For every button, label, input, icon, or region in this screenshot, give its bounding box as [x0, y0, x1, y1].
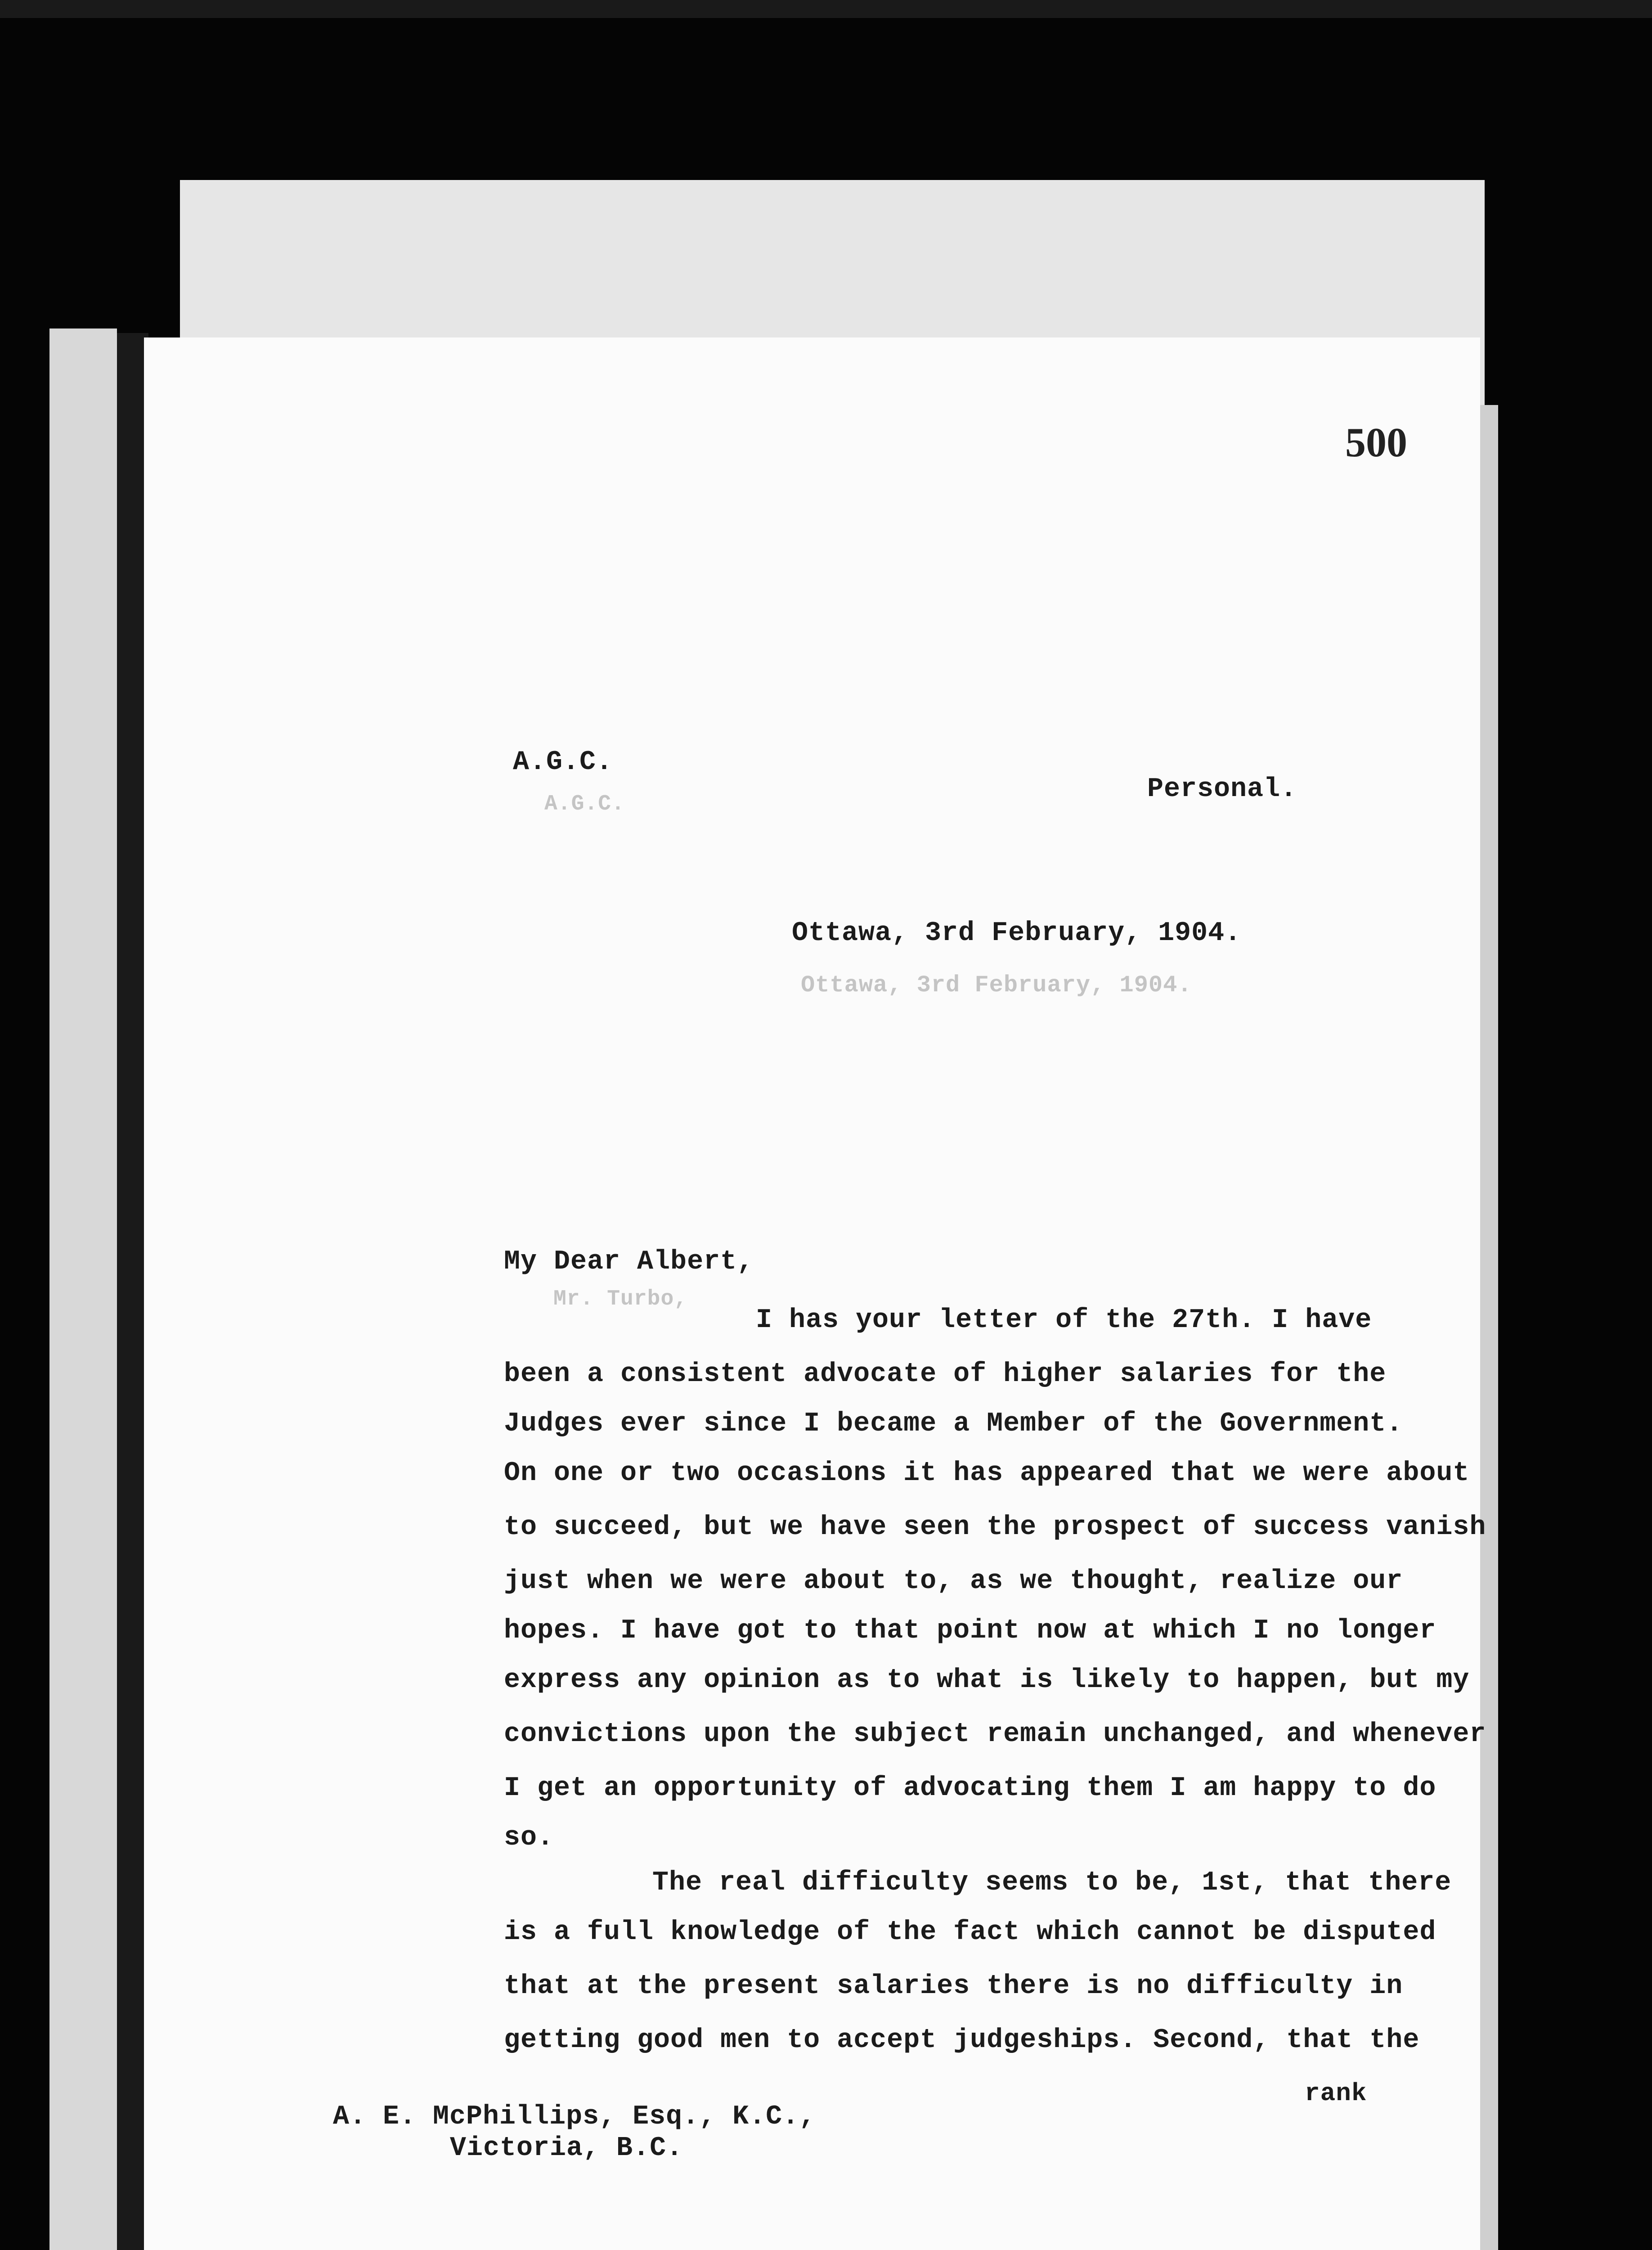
body-line-10: I get an opportunity of advocating them I am happy to do — [504, 1773, 1437, 1804]
body-line-9: convictions upon the subject remain unchanged, and whenever — [504, 1719, 1486, 1750]
personal-marking: Personal. — [1147, 774, 1297, 805]
body-line-13: is a full knowledge of the fact which cannot be disputed — [504, 1917, 1437, 1948]
initials-ghost: A.G.C. — [544, 792, 625, 816]
body-line-4: On one or two occasions it has appeared that we were about — [504, 1458, 1470, 1489]
left-paper-strip — [49, 328, 117, 2250]
body-line-6: just when we were about to, as we thought, realize our — [504, 1566, 1403, 1597]
body-line-5: to succeed, but we have seen the prospect of success vanish — [504, 1512, 1486, 1543]
addressee-line-2: Victoria, B.C. — [450, 2133, 683, 2164]
body-line-8: express any opinion as to what is likely to happen, but my — [504, 1665, 1470, 1696]
letter-page — [144, 338, 1480, 2250]
body-line-2: been a consistent advocate of higher salaries for the — [504, 1359, 1387, 1390]
body-line-3: Judges ever since I became a Member of the Government. — [504, 1408, 1403, 1439]
salutation: My Dear Albert, — [504, 1246, 754, 1277]
initials: A.G.C. — [513, 747, 613, 778]
body-line-12: The real difficulty seems to be, 1st, that there — [652, 1868, 1452, 1898]
letter-date-ghost: Ottawa, 3rd February, 1904. — [801, 972, 1192, 999]
body-line-15: getting good men to accept judgeships. Second, that the — [504, 2025, 1420, 2056]
body-line-7: hopes. I have got to that point now at which I no longer — [504, 1616, 1437, 1646]
film-edge — [0, 0, 1652, 18]
letter-date: Ottawa, 3rd February, 1904. — [792, 918, 1242, 949]
page-number: 500 — [1345, 419, 1407, 465]
body-line-11: so. — [504, 1822, 554, 1853]
catchword: rank — [1305, 2079, 1367, 2108]
addressee-line-1: A. E. McPhillips, Esq., K.C., — [333, 2102, 816, 2132]
body-line-1: I has your letter of the 27th. I have — [756, 1305, 1372, 1336]
ghost-line: Mr. Turbo, — [553, 1287, 688, 1311]
body-line-14: that at the present salaries there is no difficulty in — [504, 1971, 1403, 2002]
